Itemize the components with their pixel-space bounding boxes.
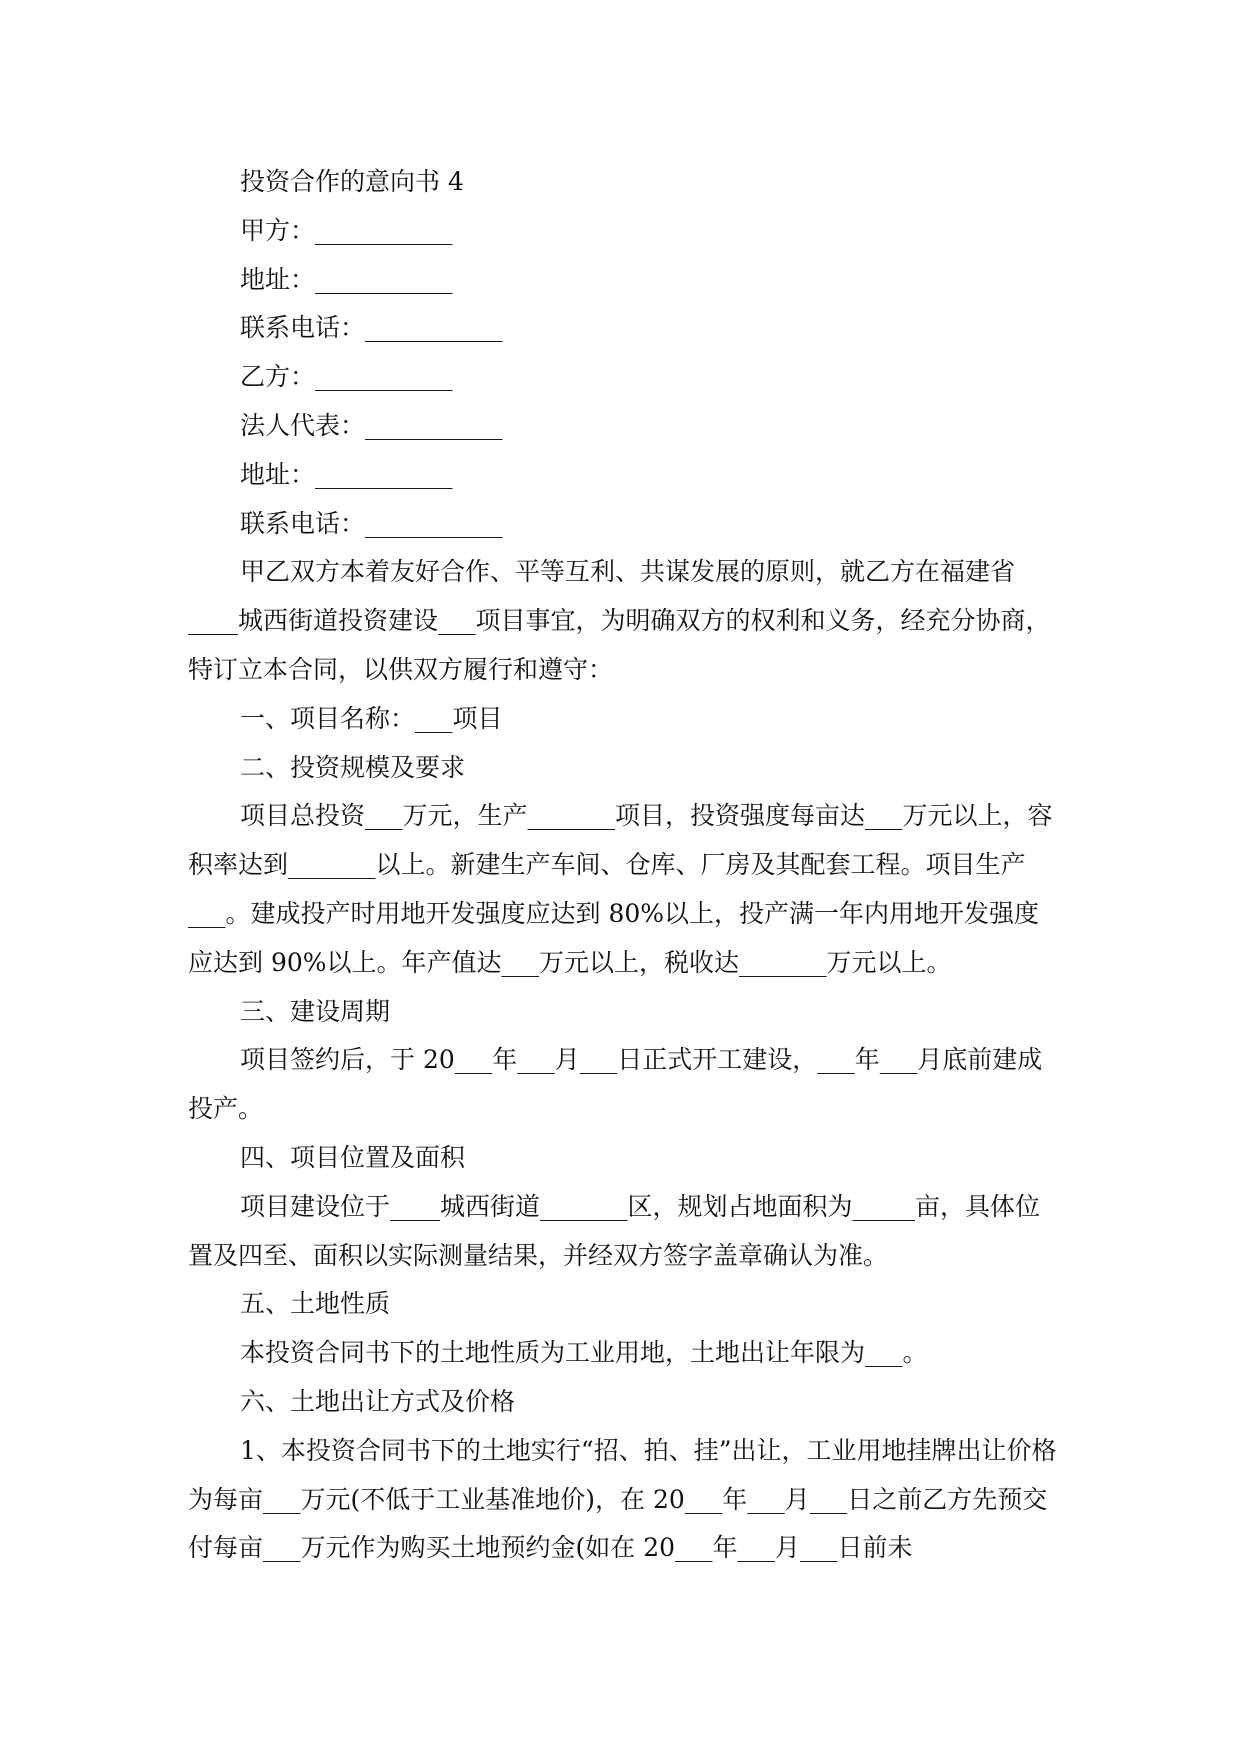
section-heading-location-area: 四、项目位置及面积 bbox=[240, 1142, 466, 1172]
legal-representative-field: 法人代表：___________ bbox=[240, 410, 503, 440]
party-b-field: 乙方：___________ bbox=[240, 362, 453, 392]
section-heading-land-nature: 五、土地性质 bbox=[240, 1289, 391, 1319]
intro-paragraph: 甲乙双方本着友好合作、平等互利、共谋发展的原则，就乙方在福建省____城西街道投资建设___项目事宜，为明确双方的权利和义务，经充分协商，特订立本合同，以供双方履行和遵守： bbox=[188, 557, 1051, 684]
location-area-paragraph: 项目建设位于____城西街道_______区，规划占地面积为_____亩，具体位置及四至、面积以实际测量结果，并经双方签字盖章确认为准。 bbox=[188, 1191, 1041, 1270]
section-heading-project-name: 一、项目名称：___项目 bbox=[240, 703, 503, 733]
section-heading-construction-period: 三、建设周期 bbox=[240, 996, 391, 1026]
document-title: 投资合作的意向书 4 bbox=[240, 167, 464, 196]
party-b-address-field: 地址：___________ bbox=[240, 459, 453, 489]
construction-period-paragraph: 项目签约后，于 20___年___月___日正式开工建设，___年___月底前建成投产。 bbox=[188, 1045, 1043, 1124]
land-transfer-paragraph: 1、本投资合同书下的土地实行“招、拍、挂”出让，工业用地挂牌出让价格为每亩___万元(不低于工业基准地价)，在 20___年___月___日之前乙方先预交付每亩___万元作为购买土地预约金(如在 20___年___月___日前未 bbox=[188, 1435, 1057, 1563]
document-body bbox=[188, 158, 1058, 1573]
land-nature-paragraph: 本投资合同书下的土地性质为工业用地，土地出让年限为___。 bbox=[240, 1338, 928, 1368]
section-heading-investment-scale: 二、投资规模及要求 bbox=[240, 752, 466, 782]
party-a-field: 甲方：___________ bbox=[240, 215, 453, 245]
party-a-phone-field: 联系电话：___________ bbox=[240, 313, 503, 343]
investment-scale-paragraph: 项目总投资___万元，生产_______项目，投资强度每亩达___万元以上，容积率达到_______以上。新建生产车间、仓库、厂房及其配套工程。项目生产___。建成投产时用地开发强度应达到 80%以上，投产满一年内用地开发强度应达到 90%以上。年产值达___万元以上，税收达_______万元以上。 bbox=[188, 801, 1053, 977]
party-b-phone-field: 联系电话：___________ bbox=[240, 508, 503, 538]
party-a-address-field: 地址：___________ bbox=[240, 264, 453, 294]
section-heading-land-transfer: 六、土地出让方式及价格 bbox=[240, 1386, 516, 1416]
